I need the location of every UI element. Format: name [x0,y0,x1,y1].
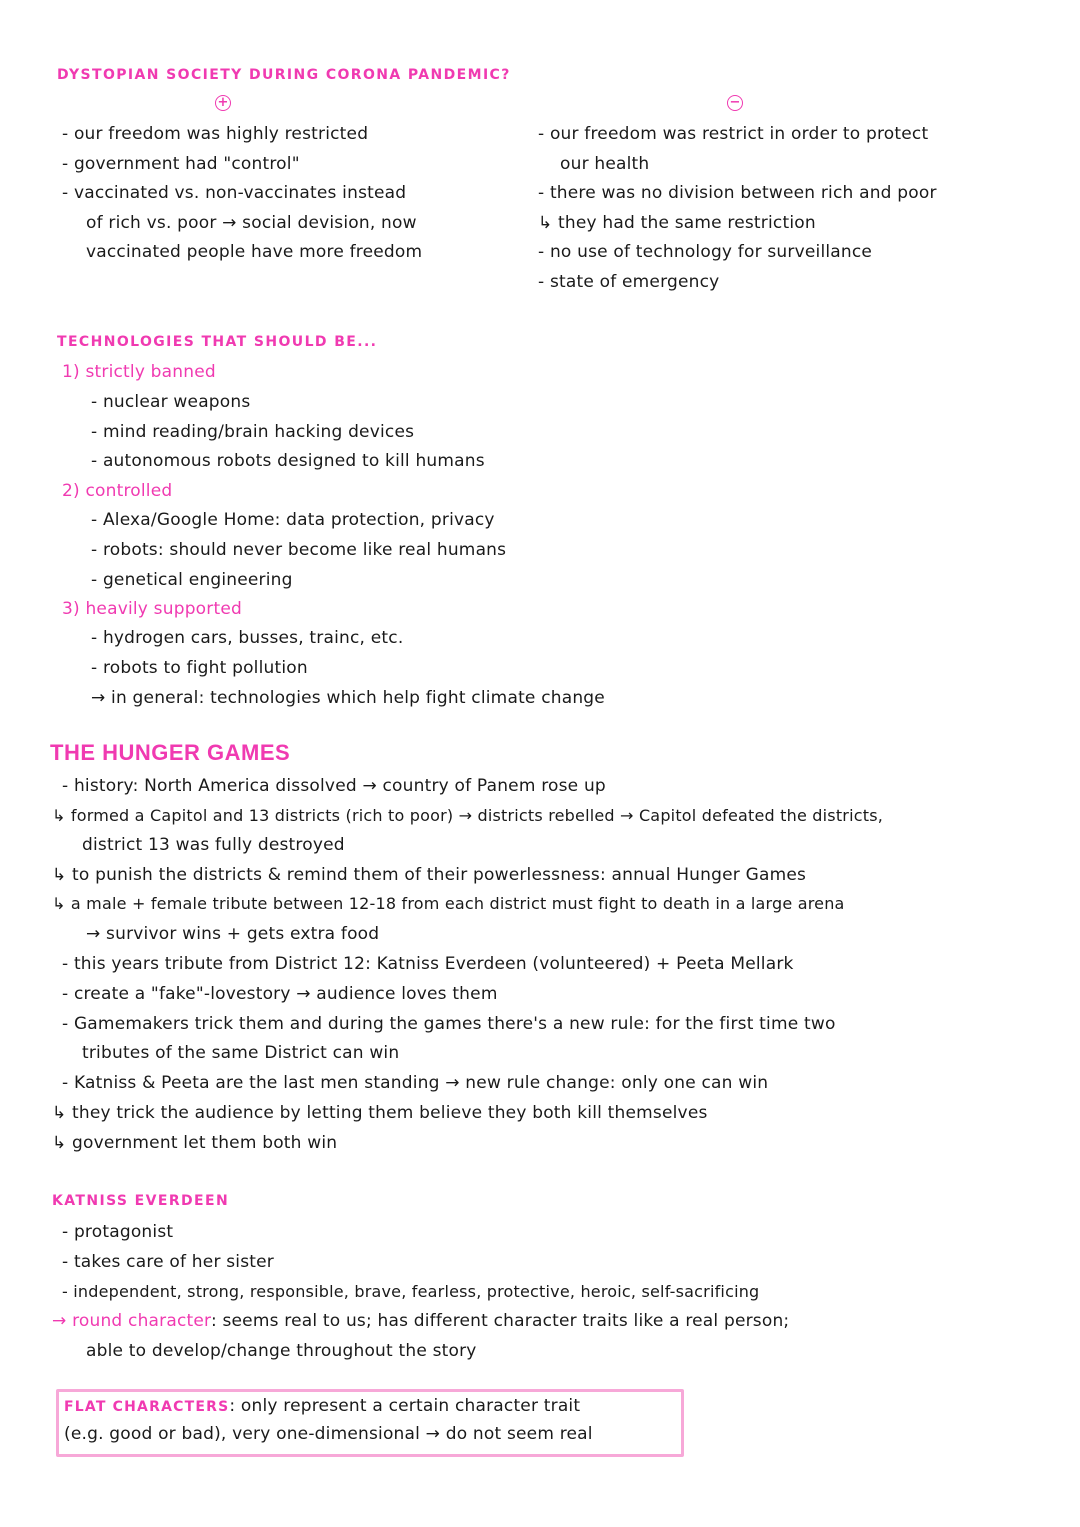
con-line: - no use of technology for surveillance [538,242,873,262]
tech-item: - autonomous robots designed to kill humans [91,451,485,471]
con-line: - state of emergency [538,272,720,292]
katniss-line: - protagonist [62,1222,174,1242]
hg-line: - Katniss & Peeta are the last men standing → new rule change: only one can win [62,1073,769,1093]
pro-line: - vaccinated vs. non-vaccinates instead [62,183,407,203]
pro-line: - government had "control" [62,154,300,174]
flat-characters-label: FLAT CHARACTERS [64,1399,230,1415]
tech-item: - nuclear weapons [91,392,251,412]
flat-line-1 [64,1395,580,1418]
hg-line: ↳ government let them both win [52,1133,338,1153]
round-character-label: round character [72,1311,211,1331]
tech-item: - robots: should never become like real humans [91,540,507,560]
hunger-games-title: THE HUNGER GAMES [50,740,291,765]
hg-line: tributes of the same District can win [82,1043,400,1063]
pro-line: vaccinated people have more freedom [86,242,423,262]
hg-line: → survivor wins + gets extra food [86,924,380,944]
plus-circle-icon: + [215,95,231,111]
hg-line: ↳ formed a Capitol and 13 districts (rich to poor) → districts rebelled → Capitol defeated the districts, [52,806,884,825]
con-line: ↳ they had the same restriction [538,213,816,233]
tech-item: → in general: technologies which help fight climate change [91,688,605,708]
hg-line: ↳ they trick the audience by letting them believe they both kill themselves [52,1103,708,1123]
tech-group-label: 3) heavily supported [62,599,242,619]
katniss-line: able to develop/change throughout the story [86,1341,477,1361]
round-character-line [52,1310,789,1332]
hg-line: - this years tribute from District 12: Katniss Everdeen (volunteered) + Peeta Mellark [62,954,794,974]
hg-line: - history: North America dissolved → country of Panem rose up [62,776,606,796]
technologies-title: TECHNOLOGIES THAT SHOULD BE... [57,334,378,350]
hg-line: district 13 was fully destroyed [82,835,345,855]
hg-line: - create a "fake"-lovestory → audience loves them [62,984,498,1004]
tech-group-label: 1) strictly banned [62,362,216,382]
pro-line: - our freedom was highly restricted [62,124,369,144]
hg-line: - Gamemakers trick them and during the games there's a new rule: for the first time two [62,1014,836,1034]
tech-item: - Alexa/Google Home: data protection, privacy [91,510,495,530]
katniss-title: KATNISS EVERDEEN [52,1193,230,1209]
tech-item: - genetical engineering [91,570,293,590]
arrow-right-icon: → [52,1311,67,1331]
con-line: - our freedom was restrict in order to protect [538,124,929,144]
con-line: - there was no division between rich and poor [538,183,937,203]
katniss-line: - takes care of her sister [62,1252,274,1272]
flat-text: : only represent a certain character trait [229,1396,581,1416]
tech-item: - hydrogen cars, busses, trainc, etc. [91,628,404,648]
tech-item: - robots to fight pollution [91,658,308,678]
hg-line: ↳ to punish the districts & remind them of their powerlessness: annual Hunger Games [52,865,807,885]
katniss-line: - independent, strong, responsible, brave, fearless, protective, heroic, self-sacrificing [62,1282,760,1301]
tech-item: - mind reading/brain hacking devices [91,422,415,442]
round-character-text: : seems real to us; has different character traits like a real person; [210,1311,790,1331]
con-line: our health [560,154,650,174]
hg-line: ↳ a male + female tribute between 12-18 from each district must fight to death in a large arena [52,894,845,913]
tech-group-label: 2) controlled [62,481,173,501]
pro-line: of rich vs. poor → social devision, now [86,213,417,233]
minus-circle-icon: − [727,95,743,111]
dystopian-title: DYSTOPIAN SOCIETY DURING CORONA PANDEMIC? [57,67,511,83]
flat-line-2: (e.g. good or bad), very one-dimensional → do not seem real [64,1424,593,1444]
